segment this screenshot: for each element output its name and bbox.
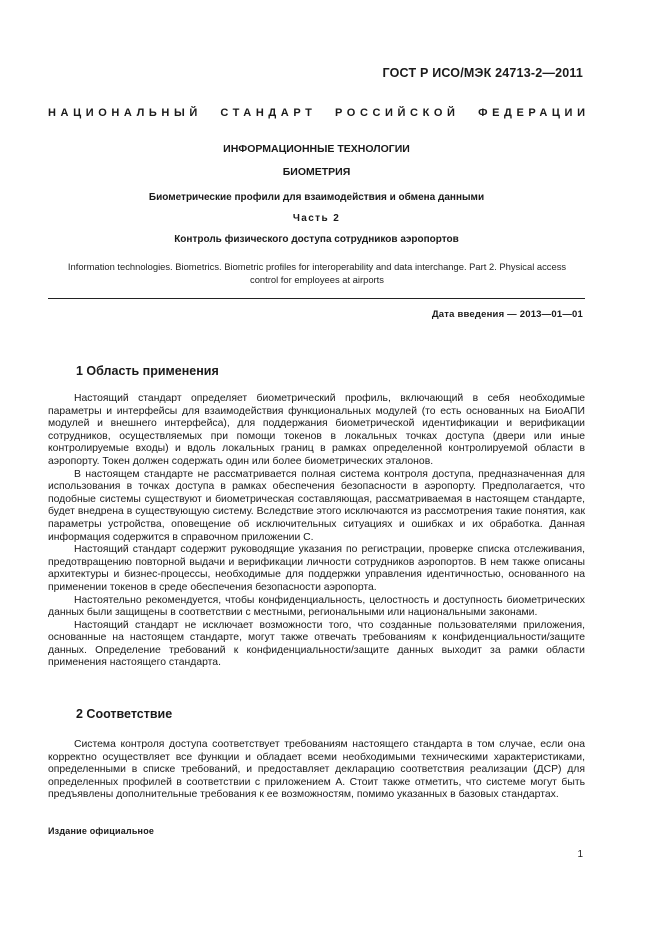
section-heading-conformance: 2 Соответствие	[76, 707, 173, 721]
horizontal-divider	[48, 298, 585, 299]
paragraph: Система контроля доступа соответствует требованиям настоящего стандарта в том случае, если она корректно осуществляет все функции и обладает всеми необходимыми техническими характеристиками, определенными в списке требований, и предоставляет декларацию соответствия реализации (ДСР) для определенных профилей в соответствии с приложением А. Стоит также отметить, что системе могут быть предъявлены дополнительные требования к ее возможностям, помимо указанных в базовых стандартах.	[48, 739, 585, 801]
national-standard-heading	[48, 107, 590, 119]
heading-word: РОССИЙСКОЙ	[335, 107, 460, 119]
paragraph: В настоящем стандарте не рассматривается полная система контроля доступа, предназначенная для использования в точках доступа в рамках обеспечения безопасности в аэропорту. Предполагается, что подобные системы существуют и биометрическая составляющая, рассматриваемая в настоящем стандарте, будет внедрена в существующую систему. Вследствие этого исключаются из рассмотрения такие понятия, как параметры устройства, оповещение об исключительных ситуациях и ошибках и их обработка. Данная информация содержится в справочном приложении С.	[48, 468, 585, 543]
part-title: Контроль физического доступа сотрудников аэропортов	[174, 234, 459, 245]
introduction-date: Дата введения — 2013—01—01	[431, 309, 583, 320]
section-heading-scope: 1 Область применения	[76, 364, 219, 378]
subject-title: БИОМЕТРИЯ	[282, 166, 351, 178]
paragraph: Настоятельно рекомендуется, чтобы конфиденциальность, целостность и доступность биометрических данных были защищены в соответствии с местными, региональными или национальными законами.	[48, 594, 585, 619]
paragraph: Настоящий стандарт не исключает возможности того, что созданные пользователями приложения, основанные на настоящем стандарте, могут также отвечать требованиям к конфиденциальности/защите данных. Определение требований к конфиденциальности/защите данных выходит за рамки области применения настоящего стандарта.	[48, 619, 585, 669]
heading-word: СТАНДАРТ	[220, 107, 317, 119]
part-label: Часть 2	[292, 213, 341, 224]
paragraph: Настоящий стандарт определяет биометрический профиль, включающий в себя необходимые параметры и интерфейсы для взаимодействия функциональных модулей (то есть основанных на БиоАПИ модулей и внешнего интерфейса), для поддержания биометрической идентификации и верификации сотрудников, осуществляемых при помощи токенов в локальных точках доступа (двери или иные контролируемые входы) и вдоль локальных границ в рамках определенной контролируемой области в аэропорту. Токен должен содержать один или более биометрических эталонов.	[48, 393, 585, 467]
standard-code: ГОСТ Р ИСО/МЭК 24713-2—2011	[382, 66, 583, 80]
heading-word: ФЕДЕРАЦИИ	[478, 107, 590, 119]
subtitle: Биометрические профили для взаимодействия и обмена данными	[148, 192, 485, 203]
section-body-conformance	[48, 739, 585, 802]
paragraph: Настоящий стандарт содержит руководящие указания по регистрации, проверке списка отслеживания, предотвращению повторной выдачи и верификации личности сотрудников аэропортов. В нем также описаны архитектуры и бизнес-процессы, необходимые для поддержки управления идентичностью, основанного на применении токенов в среде обеспечения безопасности аэропорта.	[48, 544, 585, 593]
edition-note: Издание официальное	[48, 826, 155, 836]
main-title: ИНФОРМАЦИОННЫЕ ТЕХНОЛОГИИ	[223, 143, 410, 155]
english-title: Information technologies. Biometrics. Biometric profiles for interoperability and data interchange. Part 2. Physical access control for employees at airports	[67, 261, 567, 285]
page-number: 1	[577, 849, 583, 860]
section-body-scope	[48, 393, 585, 670]
heading-word: НАЦИОНАЛЬНЫЙ	[48, 107, 202, 119]
